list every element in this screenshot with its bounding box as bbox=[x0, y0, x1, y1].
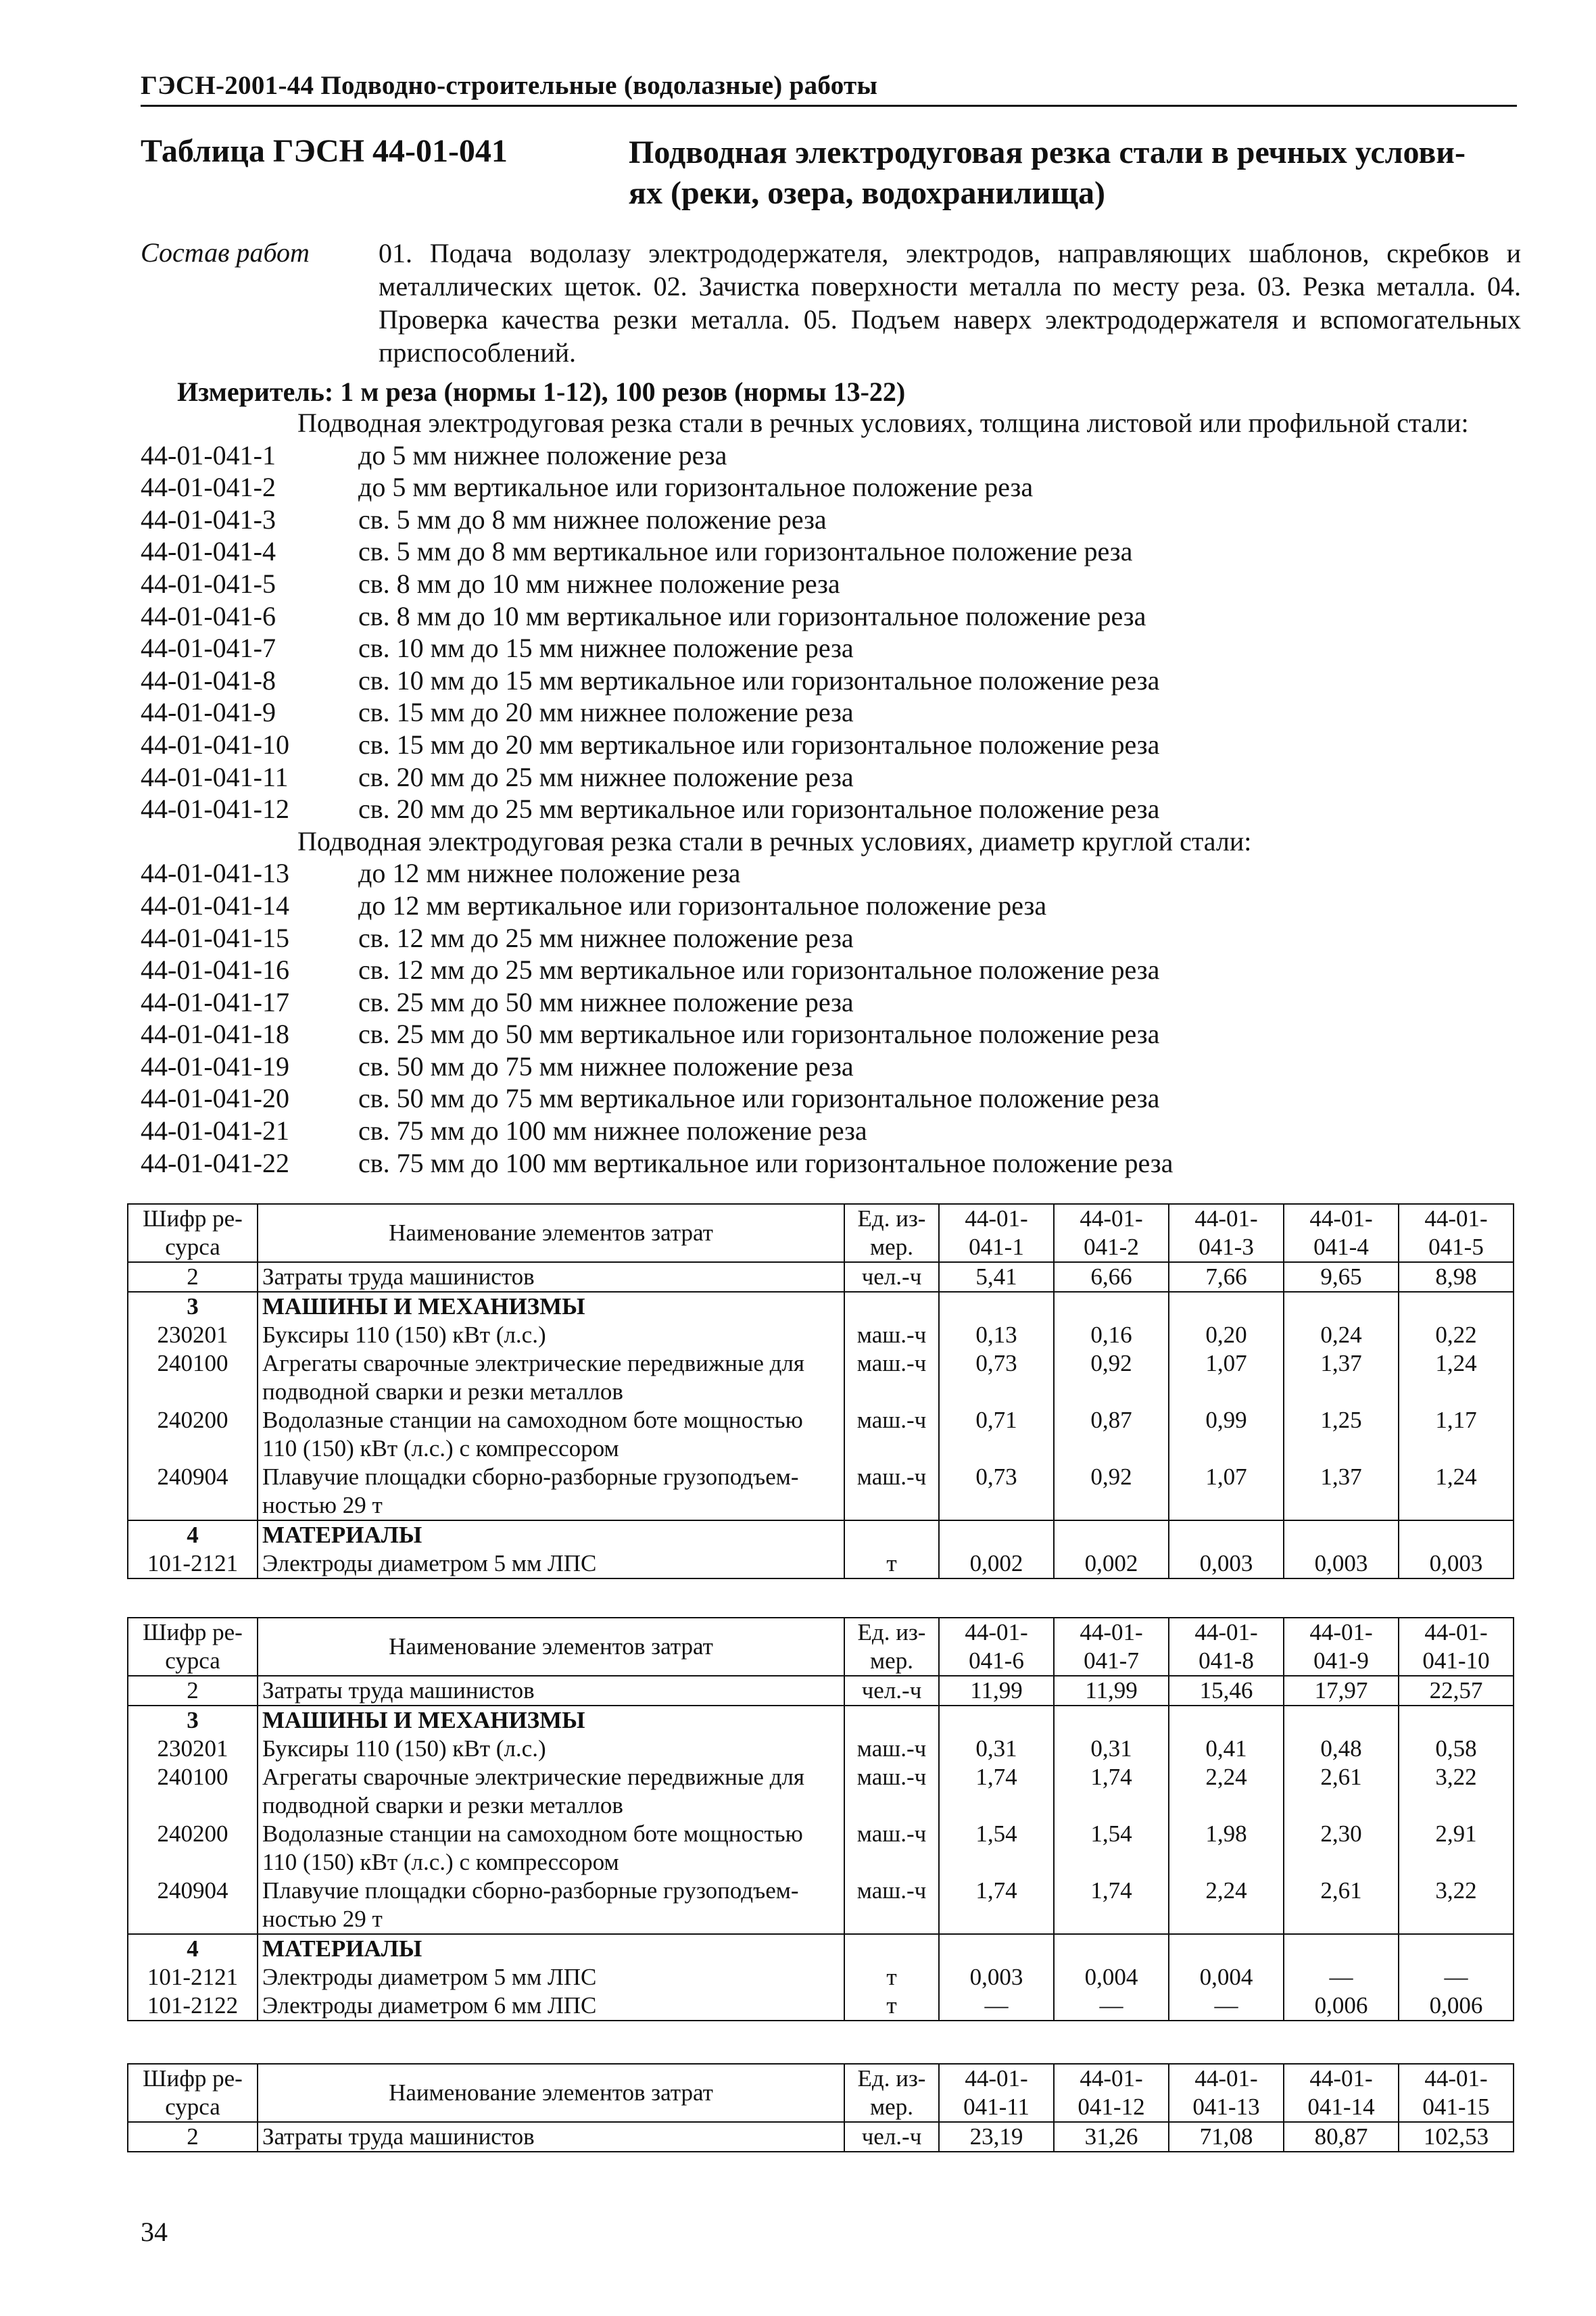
table-title-line: ях (реки, озера, водохранилища) bbox=[629, 175, 1105, 211]
norm-description: св. 12 мм до 25 мм нижнее положение реза bbox=[358, 922, 854, 953]
norm-code: 44-01-041-16 bbox=[141, 955, 289, 986]
norm-item bbox=[141, 504, 1533, 536]
norm-item bbox=[141, 696, 1533, 729]
norm-code: 44-01-041-10 bbox=[141, 729, 289, 760]
header-norm-col: 44-01- 041-11 bbox=[939, 2064, 1054, 2122]
norm-description: св. 8 мм до 10 мм вертикальное или горизонтальное положение реза bbox=[358, 600, 1146, 631]
norm-item bbox=[141, 954, 1533, 986]
norm-item bbox=[141, 793, 1533, 825]
norm-item bbox=[141, 890, 1533, 922]
norm-description: св. 50 мм до 75 мм нижнее положение реза bbox=[358, 1051, 854, 1082]
norm-group-text: Подводная электродуговая резка стали в речных условиях, толщина листовой или профильной стали: bbox=[297, 408, 1469, 438]
norm-item bbox=[141, 986, 1533, 1019]
norm-code: 44-01-041-17 bbox=[141, 986, 289, 1017]
norm-description: до 5 мм нижнее положение реза bbox=[358, 439, 727, 471]
norm-code: 44-01-041-19 bbox=[141, 1051, 289, 1082]
norm-code: 44-01-041-11 bbox=[141, 761, 289, 792]
table-header-row bbox=[128, 1618, 1514, 1676]
norm-item bbox=[141, 922, 1533, 955]
norm-description: св. 5 мм до 8 мм нижнее положение реза bbox=[358, 504, 827, 535]
norm-description: св. 8 мм до 10 мм нижнее положение реза bbox=[358, 568, 840, 599]
table-header-row bbox=[128, 2064, 1514, 2122]
norm-item bbox=[141, 1051, 1533, 1083]
table-row: 4 МАТЕРИАЛЫ bbox=[128, 1520, 1514, 1549]
table-title-line: Подводная электродуговая резка стали в речных услови- bbox=[629, 135, 1466, 170]
header-norm-col: 44-01- 041-14 bbox=[1284, 2064, 1399, 2122]
header-norm-col: 44-01- 041-2 bbox=[1054, 1204, 1169, 1262]
header-norm-col: 44-01- 041-10 bbox=[1399, 1618, 1514, 1676]
table-row: 101-2121 Электроды диаметром 5 мм ЛПС т 0,002 0,002 0,003 0,003 0,003 bbox=[128, 1549, 1514, 1578]
norm-description: св. 20 мм до 25 мм нижнее положение реза bbox=[358, 761, 854, 792]
table-title bbox=[629, 132, 1521, 214]
norm-item bbox=[141, 600, 1533, 633]
norm-list bbox=[141, 407, 1533, 1179]
norm-description: св. 25 мм до 50 мм вертикальное или горизонтальное положение реза bbox=[358, 1019, 1160, 1050]
header-unit: Ед. из- мер. bbox=[844, 1204, 939, 1262]
header-norm-col: 44-01- 041-1 bbox=[939, 1204, 1054, 1262]
table-row: 101-2121 Электроды диаметром 5 мм ЛПС т 0,003 0,004 0,004 — — bbox=[128, 1963, 1514, 1992]
norm-group-text: Подводная электродуговая резка стали в речных условиях, диаметр круглой стали: bbox=[297, 825, 1252, 857]
header-norm-col: 44-01- 041-13 bbox=[1169, 2064, 1284, 2122]
norm-code: 44-01-041-12 bbox=[141, 794, 289, 825]
norm-description: св. 5 мм до 8 мм вертикальное или горизонтальное положение реза bbox=[358, 536, 1133, 567]
header-name: Наименование элементов затрат bbox=[258, 1204, 844, 1262]
table-row: 230201 Буксиры 110 (150) кВт (л.с.) маш.-ч 0,13 0,16 0,20 0,24 0,22 bbox=[128, 1321, 1514, 1349]
norm-description: св. 12 мм до 25 мм вертикальное или горизонтальное положение реза bbox=[358, 955, 1160, 986]
norm-item bbox=[141, 439, 1533, 472]
header-norm-col: 44-01- 041-9 bbox=[1284, 1618, 1399, 1676]
norm-item bbox=[141, 471, 1533, 504]
header-norm-col: 44-01- 041-8 bbox=[1169, 1618, 1284, 1676]
norm-item bbox=[141, 1082, 1533, 1115]
norm-code: 44-01-041-20 bbox=[141, 1083, 289, 1114]
norm-code: 44-01-041-3 bbox=[141, 504, 276, 535]
norm-item bbox=[141, 857, 1533, 890]
cost-table-2 bbox=[127, 1617, 1514, 2021]
table-row: 240200 Водолазные станции на самоходном боте мощностью 110 (150) кВт (л.с.) с компрессором маш.-ч 0,71 0,87 0,99 1,25 1,17 bbox=[128, 1406, 1514, 1463]
table-row: 240100 Агрегаты сварочные электрические передвижные для подводной сварки и резки металлов маш.-ч 0,73 0,92 1,07 1,37 1,24 bbox=[128, 1349, 1514, 1406]
norm-group-heading bbox=[141, 825, 1533, 858]
header-norm-col: 44-01- 041-5 bbox=[1399, 1204, 1514, 1262]
header-norm-col: 44-01- 041-6 bbox=[939, 1618, 1054, 1676]
norm-code: 44-01-041-14 bbox=[141, 890, 289, 921]
norm-code: 44-01-041-13 bbox=[141, 858, 289, 889]
norm-item bbox=[141, 568, 1533, 600]
norm-item bbox=[141, 761, 1533, 794]
norm-description: св. 10 мм до 15 мм нижнее положение реза bbox=[358, 633, 854, 664]
table-row: 240904 Плавучие площадки сборно-разборные грузоподъем- ностью 29 т маш.-ч 1,74 1,74 2,24 2,61 3,22 bbox=[128, 1877, 1514, 1934]
norm-item bbox=[141, 632, 1533, 665]
norm-item bbox=[141, 535, 1533, 568]
table-row: 101-2122 Электроды диаметром 6 мм ЛПС т — — — 0,006 0,006 bbox=[128, 1992, 1514, 2021]
table-header-row bbox=[128, 1204, 1514, 1262]
norm-description: св. 20 мм до 25 мм вертикальное или горизонтальное положение реза bbox=[358, 794, 1160, 825]
header-norm-col: 44-01- 041-15 bbox=[1399, 2064, 1514, 2122]
norm-code: 44-01-041-18 bbox=[141, 1019, 289, 1050]
running-head: ГЭСН-2001-44 Подводно-строительные (водолазные) работы bbox=[141, 70, 1517, 107]
header-norm-col: 44-01- 041-12 bbox=[1054, 2064, 1169, 2122]
norm-code: 44-01-041-4 bbox=[141, 536, 276, 567]
norm-code: 44-01-041-8 bbox=[141, 665, 276, 696]
table-row: 2 Затраты труда машинистов чел.-ч 5,41 6,66 7,66 9,65 8,98 bbox=[128, 1262, 1514, 1292]
page-number: 34 bbox=[141, 2217, 168, 2247]
table-row: 3 МАШИНЫ И МЕХАНИЗМЫ bbox=[128, 1292, 1514, 1321]
norm-code: 44-01-041-22 bbox=[141, 1147, 289, 1178]
norm-item bbox=[141, 1147, 1533, 1180]
norm-code: 44-01-041-2 bbox=[141, 472, 276, 503]
header-unit: Ед. из- мер. bbox=[844, 2064, 939, 2122]
header-norm-col: 44-01- 041-3 bbox=[1169, 1204, 1284, 1262]
table-row: 4 МАТЕРИАЛЫ bbox=[128, 1934, 1514, 1963]
measure-unit: Измеритель: 1 м реза (нормы 1-12), 100 резов (нормы 13-22) bbox=[177, 377, 906, 407]
norm-description: св. 25 мм до 50 мм нижнее положение реза bbox=[358, 986, 854, 1017]
norm-item bbox=[141, 665, 1533, 697]
header-code: Шифр ре- сурса bbox=[128, 1618, 258, 1676]
norm-code: 44-01-041-21 bbox=[141, 1115, 289, 1147]
norm-description: до 5 мм вертикальное или горизонтальное положение реза bbox=[358, 472, 1034, 503]
norm-group-heading bbox=[141, 407, 1533, 439]
norm-description: св. 10 мм до 15 мм вертикальное или горизонтальное положение реза bbox=[358, 665, 1160, 696]
header-norm-col: 44-01- 041-7 bbox=[1054, 1618, 1169, 1676]
norm-description: до 12 мм нижнее положение реза bbox=[358, 858, 741, 889]
header-name: Наименование элементов затрат bbox=[258, 2064, 844, 2122]
norm-code: 44-01-041-7 bbox=[141, 633, 276, 664]
norm-description: св. 75 мм до 100 мм вертикальное или горизонтальное положение реза bbox=[358, 1147, 1174, 1178]
table-row: 240904 Плавучие площадки сборно-разборные грузоподъем- ностью 29 т маш.-ч 0,73 0,92 1,07 1,37 1,24 bbox=[128, 1463, 1514, 1520]
norm-code: 44-01-041-5 bbox=[141, 568, 276, 599]
table-row: 240200 Водолазные станции на самоходном боте мощностью 110 (150) кВт (л.с.) с компрессором маш.-ч 1,54 1,54 1,98 2,30 2,91 bbox=[128, 1820, 1514, 1877]
norm-code: 44-01-041-6 bbox=[141, 600, 276, 631]
composition-label: Состав работ bbox=[141, 237, 310, 268]
cost-table-1 bbox=[127, 1203, 1514, 1579]
cost-table-3 bbox=[127, 2063, 1514, 2152]
norm-description: св. 50 мм до 75 мм вертикальное или горизонтальное положение реза bbox=[358, 1083, 1160, 1114]
norm-code: 44-01-041-1 bbox=[141, 439, 276, 471]
table-row: 2 Затраты труда машинистов чел.-ч 23,19 31,26 71,08 80,87 102,53 bbox=[128, 2122, 1514, 2152]
table-row: 230201 Буксиры 110 (150) кВт (л.с.) маш.-ч 0,31 0,31 0,41 0,48 0,58 bbox=[128, 1735, 1514, 1763]
header-name: Наименование элементов затрат bbox=[258, 1618, 844, 1676]
norm-item bbox=[141, 1018, 1533, 1051]
norm-code: 44-01-041-9 bbox=[141, 697, 276, 728]
table-row: 2 Затраты труда машинистов чел.-ч 11,99 11,99 15,46 17,97 22,57 bbox=[128, 1676, 1514, 1706]
norm-description: св. 75 мм до 100 мм нижнее положение реза bbox=[358, 1115, 867, 1147]
table-id: Таблица ГЭСН 44-01-041 bbox=[141, 133, 508, 169]
norm-item bbox=[141, 729, 1533, 761]
norm-description: св. 15 мм до 20 мм нижнее положение реза bbox=[358, 697, 854, 728]
header-code: Шифр ре- сурса bbox=[128, 1204, 258, 1262]
composition-text: 01. Подача водолазу электрододержателя, электродов, направляющих шаблонов, скребков и металлических щеток. 02. Зачистка поверхности металла по месту реза. 03. Резка металла. 04. Проверка качества резки металла. 05. Подъем наверх электрододержателя и вспомогательных приспособлений. bbox=[379, 238, 1521, 368]
table-row: 3 МАШИНЫ И МЕХАНИЗМЫ bbox=[128, 1706, 1514, 1735]
norm-code: 44-01-041-15 bbox=[141, 922, 289, 953]
norm-description: до 12 мм вертикальное или горизонтальное положение реза bbox=[358, 890, 1047, 921]
header-norm-col: 44-01- 041-4 bbox=[1284, 1204, 1399, 1262]
norm-description: св. 15 мм до 20 мм вертикальное или горизонтальное положение реза bbox=[358, 729, 1160, 760]
header-unit: Ед. из- мер. bbox=[844, 1618, 939, 1676]
table-row: 240100 Агрегаты сварочные электрические передвижные для подводной сварки и резки металлов маш.-ч 1,74 1,74 2,24 2,61 3,22 bbox=[128, 1763, 1514, 1820]
header-code: Шифр ре- сурса bbox=[128, 2064, 258, 2122]
norm-item bbox=[141, 1115, 1533, 1147]
